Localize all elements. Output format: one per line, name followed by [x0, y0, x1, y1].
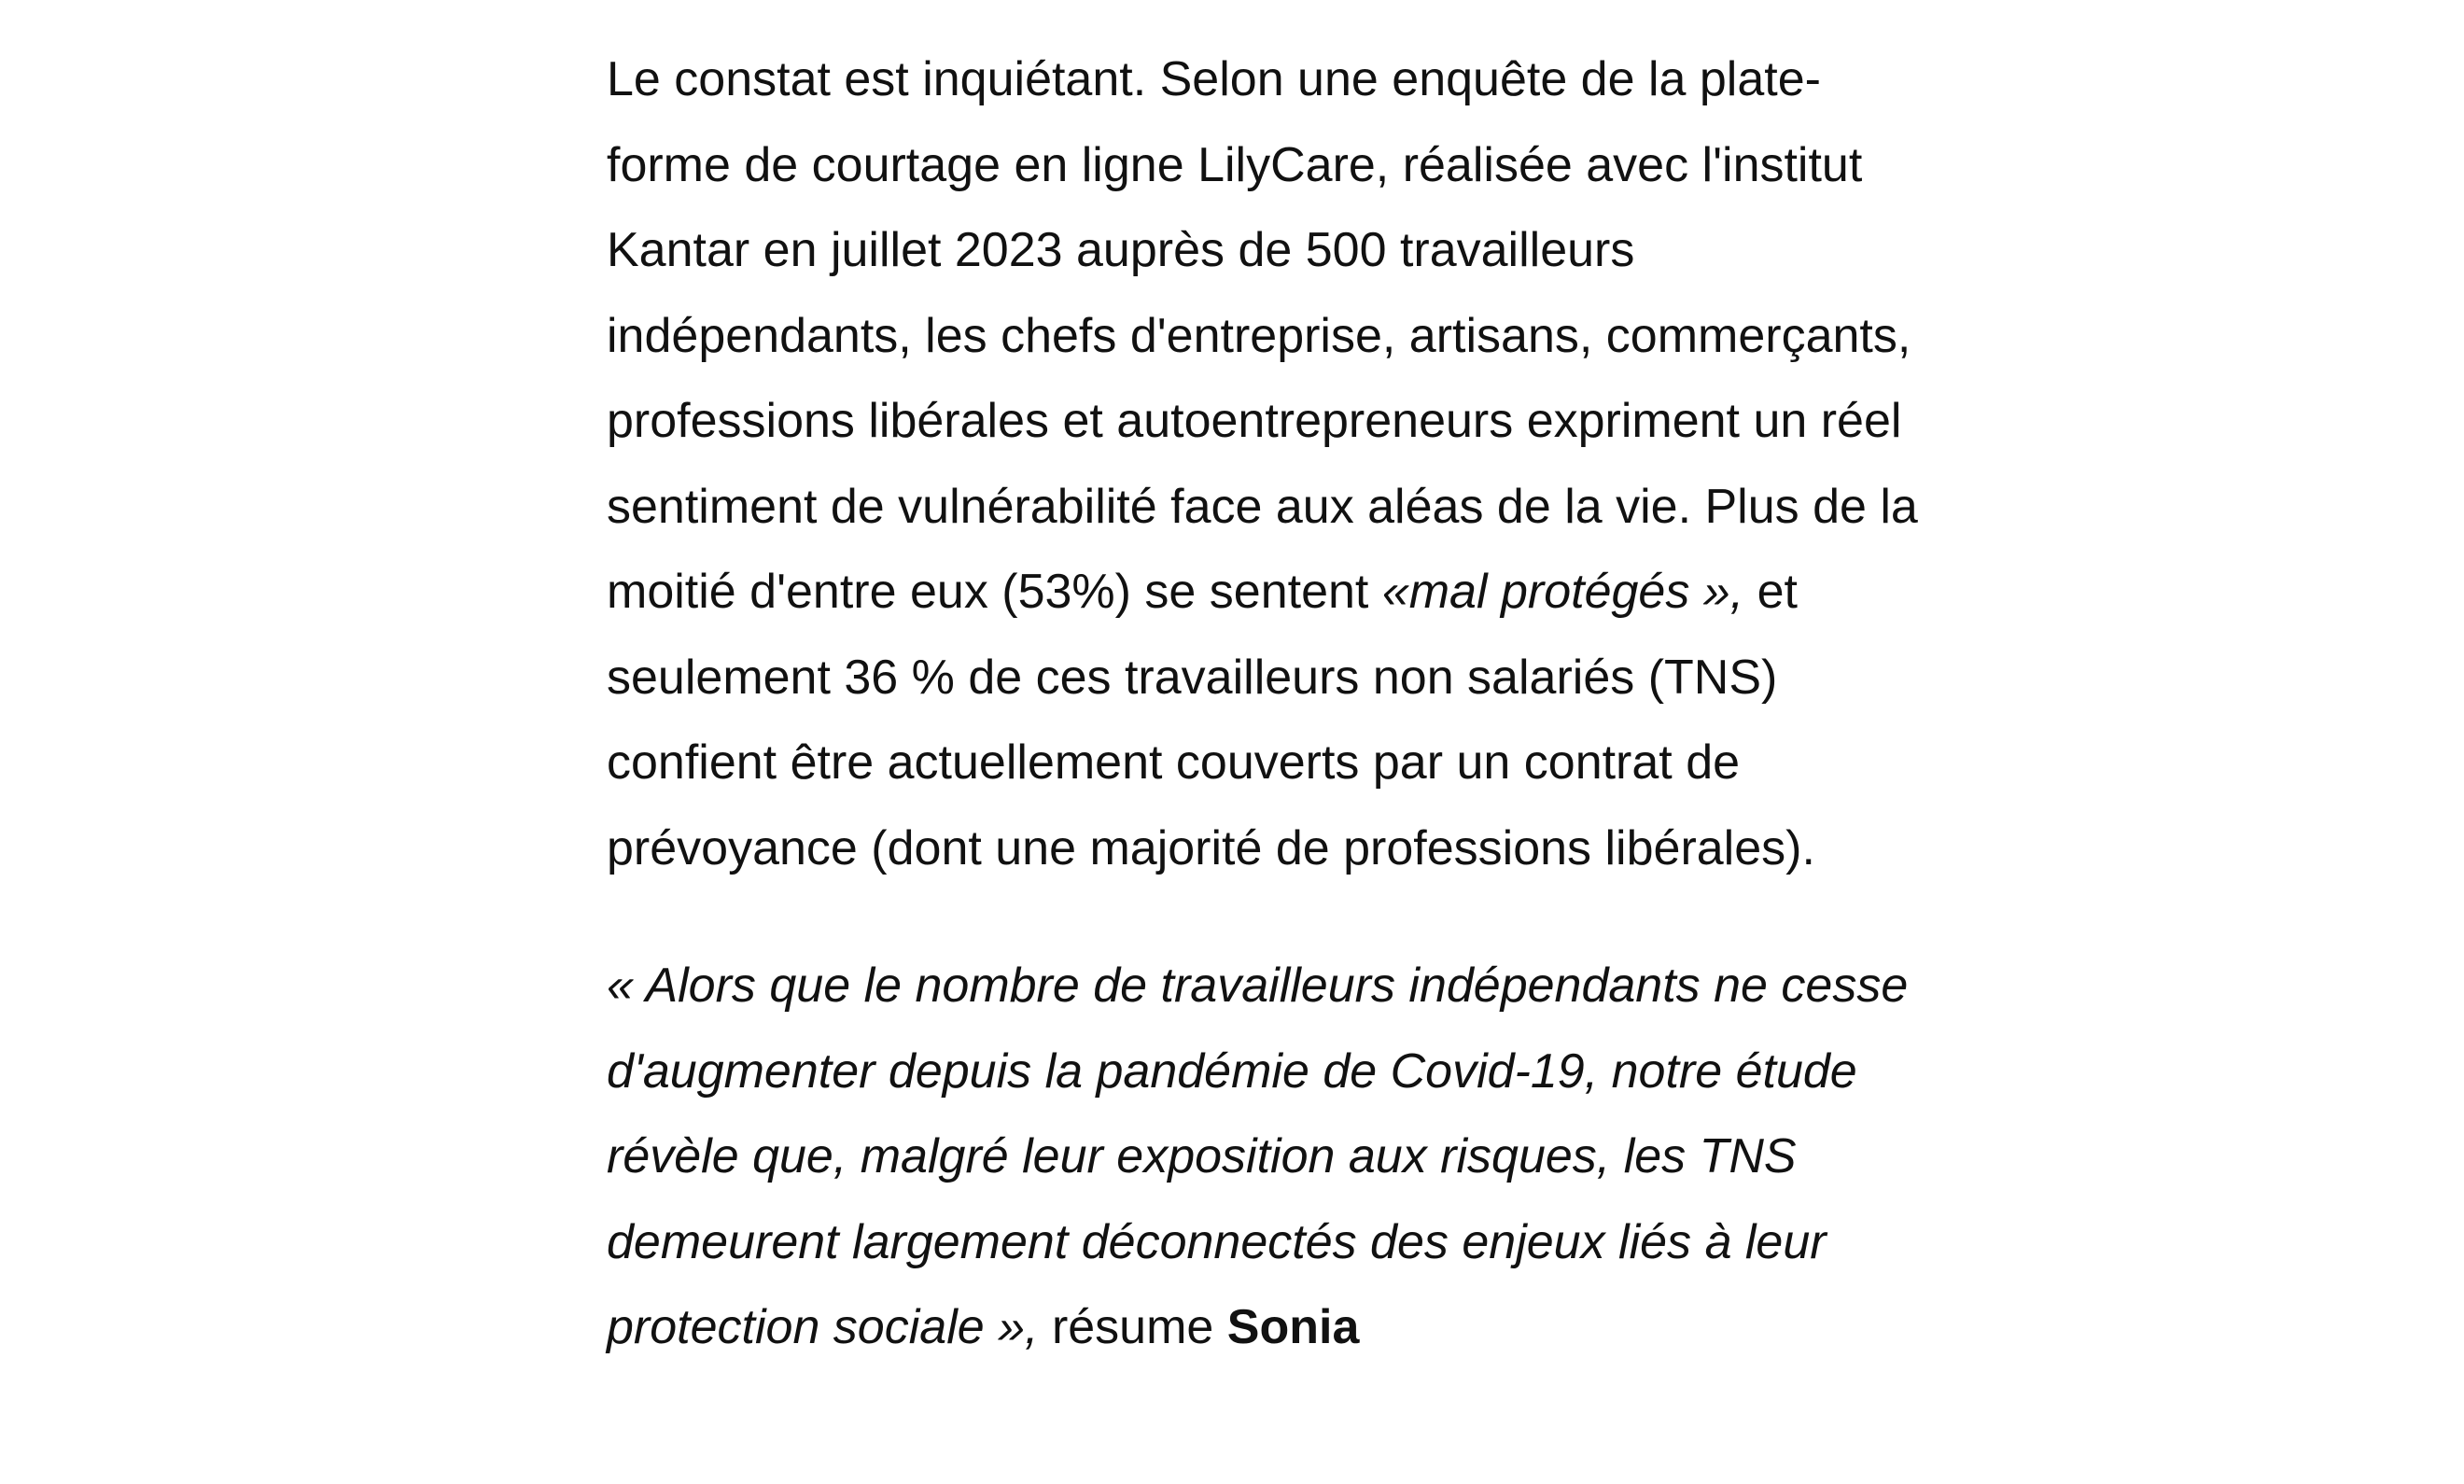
article-body: [607, 37, 1941, 1371]
quote-paragraph: [607, 944, 1941, 1371]
paragraph-text: résume: [1038, 1300, 1227, 1354]
paragraph-text: et seulement 36 % de ces travailleurs non salariés (TNS) confient être actuellement couverts par un contrat de prévoyance (dont une majorité de professions libérales).: [607, 565, 1815, 875]
italic-quote: « Alors que le nombre de travailleurs indépendants ne cesse d'augmenter depuis la pandémie de Covid-19, notre étude révèle que, malgré leur exposition aux risques, les TNS demeurent largement déconnectés des enjeux liés à leur protection sociale »,: [607, 959, 1909, 1354]
paragraph-text: Le constat est inquiétant. Selon une enquête de la plate-forme de courtage en ligne LilyCare, réalisée avec l'institut Kantar en juillet 2023 auprès de 500 travailleurs indépendants, les chefs d'entreprise, artisans, commerçants, professions libérales et autoentrepreneurs expriment un réel sentiment de vulnérabilité face aux aléas de la vie. Plus de la moitié d'entre eux (53%) se sentent: [607, 52, 1918, 619]
person-name: Sonia: [1226, 1300, 1360, 1354]
italic-quote: «mal protégés »,: [1381, 565, 1744, 619]
article-paragraph: [607, 37, 1941, 891]
